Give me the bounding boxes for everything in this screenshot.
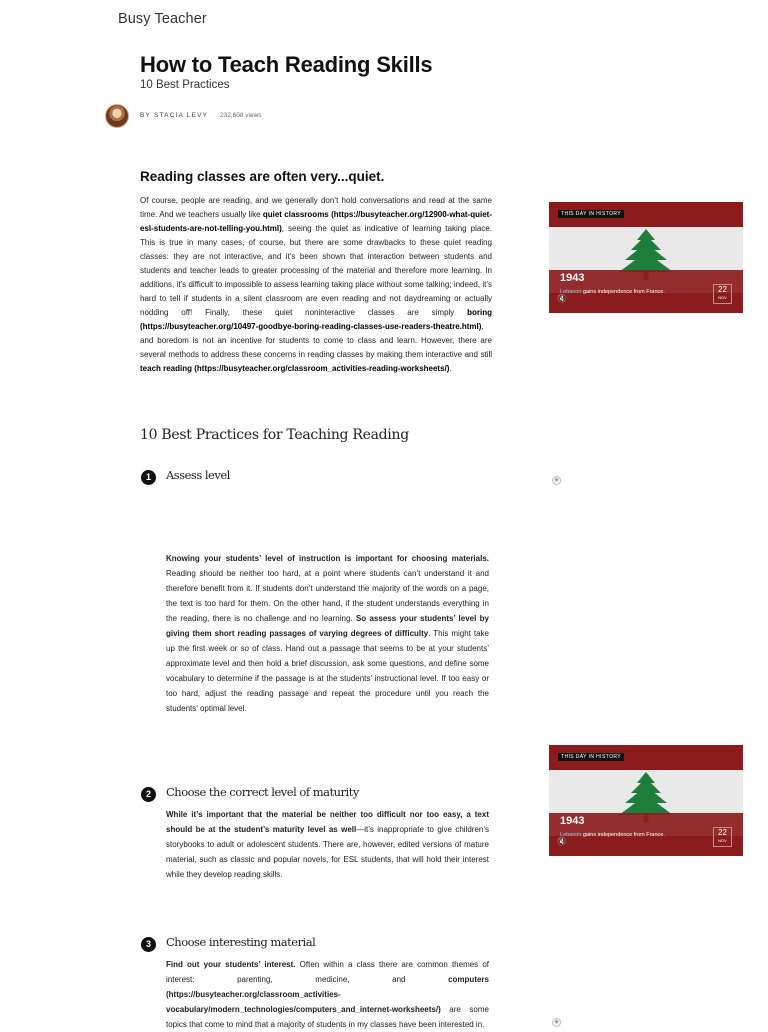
intro-text-1: Of course, people are reading, and we generally don’t hold conversations and read at the same time. And we teachers usually like [140, 196, 492, 219]
history-video-card[interactable] [549, 745, 743, 856]
practice-paragraph-1 [166, 551, 489, 716]
date-month: NOV [718, 838, 727, 843]
date-badge [713, 284, 732, 304]
practice-1-bold-1: Knowing your students’ level of instruction is important for choosing materials. [166, 554, 489, 563]
intro-text-4: . [449, 364, 452, 373]
history-year: 1943 [560, 815, 585, 827]
practice-2-bold-1: While it’s important that the material be neither too difficult nor too easy, a text should be at the student’s maturity level as well [166, 810, 489, 834]
author-avatar[interactable] [105, 104, 129, 128]
history-caption [560, 288, 710, 296]
practice-number-1: 1 [141, 470, 156, 485]
boring-link[interactable]: boring (https://busyteacher.org/10497-goodbye-boring-reading-classes-use-readers-theatre.html) [140, 308, 492, 331]
article-title: How to Teach Reading Skills [140, 52, 433, 77]
practice-title-2: Choose the correct level of maturity [166, 785, 359, 799]
mute-icon[interactable]: 🔇 [557, 294, 567, 303]
practice-1-text-2: . This might take up the first week or so of class. Hand out a passage that seems to be at your students’ approximate level and then hold a brief discussion, ask some questions, and define some vocabulary to determine if the passage is at the students’ instructional level. If too easy or too hard, adjust the reading passage and repeat the procedure until you reach the students’ optimal level. [166, 629, 490, 713]
caption-rest: gains independence from France. [581, 832, 665, 838]
practice-number-2: 2 [141, 787, 156, 802]
practice-number-3: 3 [141, 937, 156, 952]
date-badge [713, 827, 732, 847]
computers-link[interactable]: computers (https://busyteacher.org/classroom_activities-vocabulary/modern_technologies/computers_and_internet-worksheets/) [166, 975, 489, 1014]
practice-1-text-1: Reading should be neither too hard, at a point where students can’t understand it and therefore benefit from it. If students don’t understand the majority of the words on a page, the text is too hard for them. On the other hand, if the student understands everything in the reading, there is no challenge and no learning. [166, 569, 489, 623]
article-subtitle: 10 Best Practices [140, 79, 230, 91]
date-month: NOV [718, 295, 727, 300]
quiet-classrooms-link[interactable]: quiet classrooms (https://busyteacher.org/12900-what-quiet-esl-students-are-not-telling-you.html) [140, 210, 492, 233]
history-caption [560, 831, 710, 839]
caption-rest: gains independence from France. [581, 289, 665, 295]
site-name[interactable]: Busy Teacher [118, 11, 207, 27]
teach-reading-link[interactable]: teach reading (https://busyteacher.org/classroom_activities-reading-worksheets/) [140, 364, 450, 373]
date-day: 22 [718, 828, 727, 837]
ad-choices-icon[interactable]: ◉ [552, 476, 561, 485]
view-count: 232,608 views [220, 112, 262, 119]
practice-3-bold-1: Find out your students’ interest. [166, 960, 296, 969]
practice-1-bold-2: So assess your students’ level by giving them short reading passages of varying degrees of difficulty [166, 614, 489, 638]
history-video-card[interactable] [549, 202, 743, 313]
practices-heading: 10 Best Practices for Teaching Reading [140, 427, 409, 443]
practice-3-text-2: are some topics that come to mind that a majority of students in my classes have been interested in. [166, 1005, 489, 1029]
practice-title-3: Choose interesting material [166, 935, 316, 949]
section-heading: Reading classes are often very...quiet. [140, 169, 385, 184]
practice-2-text-1: —it’s inappropriate to give children’s storybooks to adult or adolescent students. There are, however, edited versions of mature material, such as classic and popular novels, for ESL students, that will hold their interest while they develop reading skills. [166, 825, 489, 879]
mute-icon[interactable]: 🔇 [557, 837, 567, 846]
practice-paragraph-3 [166, 957, 489, 1032]
intro-text-2: , seeing the quiet as indicative of learning taking place. This is true in many cases, of course, but there are some drawbacks to these quiet reading classes: they are not interactive, and it’s been shown that interaction between students and students and teacher leads to greater processing of the material and therefore more learning. In additions, it’s difficult to impossible to assess learning taking place without some talking; indeed, it’s hard to tell if students in a silent classroom are even reading and not daydreaming or actually nodding off! Finally, these quiet noninteractive classes are simply [140, 224, 492, 317]
caption-highlight[interactable]: Lebanon [560, 832, 582, 838]
date-day: 22 [718, 285, 727, 294]
history-year: 1943 [560, 272, 585, 284]
practice-title-1: Assess level [166, 468, 230, 482]
this-day-label: THIS DAY IN HISTORY [558, 753, 624, 761]
intro-paragraph [140, 194, 492, 376]
practice-3-text-1: Often within a class there are common themes of interest: parenting, medicine, and [166, 960, 490, 984]
ad-choices-icon[interactable]: ◉ [552, 1018, 561, 1027]
practice-paragraph-2 [166, 807, 489, 882]
this-day-label: THIS DAY IN HISTORY [558, 210, 624, 218]
intro-text-3: , and boredom is not an incentive for students to come to class and learn. However, there are several methods to address these concerns in reading classes by making them interactive and still [140, 322, 492, 359]
caption-highlight[interactable]: Lebanon [560, 289, 582, 295]
author-byline[interactable]: BY STACIA LEVY [140, 112, 209, 119]
